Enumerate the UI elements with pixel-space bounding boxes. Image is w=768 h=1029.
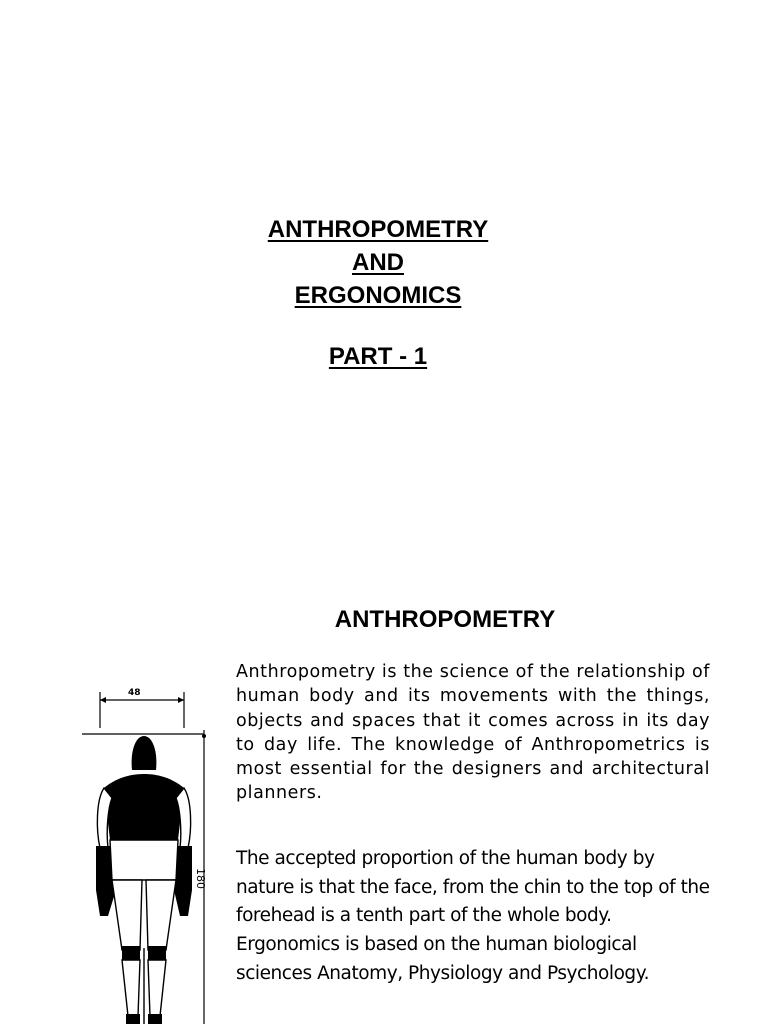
title-line-3: ERGONOMICS: [294, 282, 462, 309]
part-label: PART - 1: [328, 343, 428, 370]
paragraph-anthropometry-definition: Anthropometry is the science of the relationship of human body and its movements with the things, objects and spaces that it comes across in its day to day life. The knowledge of Anthropometrics is most essential for the designers and architectural planners.: [236, 662, 710, 804]
width-dimension-label: 48: [128, 688, 141, 698]
title-block: [0, 213, 756, 373]
section-heading: [0, 606, 768, 634]
paragraph-body-proportion: The accepted proportion of the human body by nature is that the face, from the chin to the top of the forehead is a tenth part of the whole body. Ergonomics is based on the human biological sciences Anatomy, Physiology and Psychology.: [236, 848, 710, 984]
human-body-figure-icon: [82, 680, 232, 1024]
height-dimension-label: 180: [194, 868, 207, 889]
title-line-2: AND: [352, 249, 404, 276]
title-line-1: ANTHROPOMETRY: [267, 216, 489, 243]
section-heading-text: ANTHROPOMETRY: [334, 606, 556, 633]
